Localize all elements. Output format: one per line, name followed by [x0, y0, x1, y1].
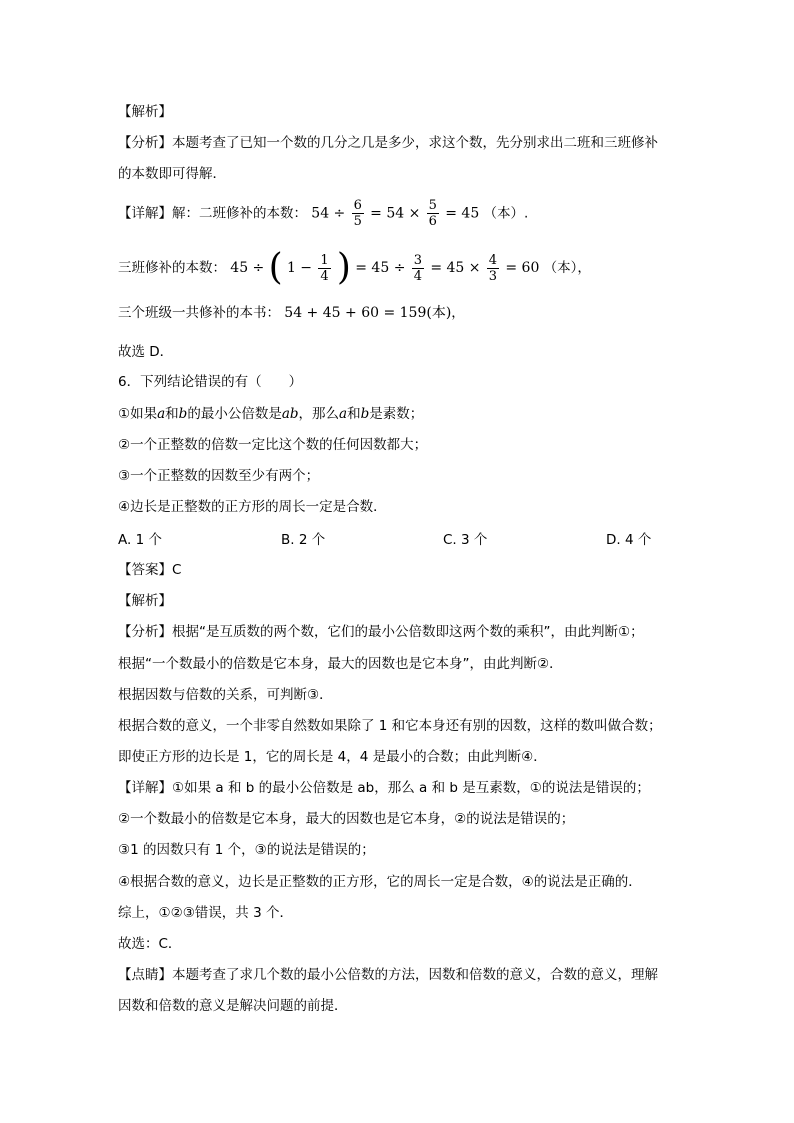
- dianjing-1: 【点睛】本题考查了求几个数的最小公倍数的方法，因数和倍数的意义，合数的意义，理解: [118, 967, 658, 983]
- answer-heading: 【答案】C: [118, 562, 182, 578]
- fenxi-2: 根据“一个数最小的倍数是它本身，最大的因数也是它本身”，由此判断②．: [118, 656, 563, 672]
- option-a: A. 1 个: [118, 532, 162, 548]
- fraction: $\frac{6}{5}$: [353, 198, 362, 229]
- statement-3: ③一个正整数的因数至少有两个；: [118, 468, 320, 484]
- final-answer-line: 故选：C．: [118, 936, 182, 952]
- fraction: $\frac{4}{3}$: [488, 252, 498, 284]
- option-d: D. 4 个: [606, 532, 652, 548]
- statement-1: ①如果a和b的最小公倍数是ab，那么a和b是素数；: [118, 406, 424, 422]
- equation-2: 三班修补的本数： 45 ÷ ( 1 − $\frac{1}{4}$ ) = 45 ÷ $\frac{3}{4}$ = 45 × $\frac{4}{3}$ = 60 （本），: [118, 247, 591, 288]
- option-b: B. 2 个: [281, 532, 326, 548]
- option-c: C. 3 个: [443, 532, 488, 548]
- question-6-title: 6．下列结论错误的有（ ）: [118, 374, 303, 390]
- fenxi-5: 即使正方形的边长是 1，它的周长是 4，4 是最小的合数；由此判断④．: [118, 749, 547, 765]
- fraction: $\frac{3}{4}$: [413, 252, 423, 284]
- equation-3: 三个班级一共修补的本书： 54 + 45 + 60 = 159(本)，: [118, 305, 465, 321]
- analysis-heading: 【解析】: [118, 593, 172, 609]
- fenxi-3: 根据因数与倍数的关系，可判断③．: [118, 687, 333, 703]
- fenxi-line-1: 【分析】本题考查了已知一个数的几分之几是多少，求这个数，先分别求出二班和三班修补: [118, 135, 658, 151]
- statement-2: ②一个正整数的倍数一定比这个数的任何因数都大；: [118, 437, 428, 453]
- fraction: $\frac{1}{4}$: [320, 252, 329, 284]
- xiangjie-3: ③1 的因数只有 1 个，③的说法是错误的；: [118, 842, 375, 858]
- summary-line: 综上，①②③错误，共 3 个．: [118, 905, 293, 921]
- xiangjie-equation-1: 【详解】解：二班修补的本数： 54 ÷ $\frac{6}{5}$ = 54 × $\frac{5}{6}$ = 45 （本）.: [118, 198, 529, 229]
- answer-line: 故选 D．: [118, 344, 174, 360]
- xiangjie-4: ④根据合数的意义，边长是正整数的正方形，它的周长一定是合数，④的说法是正确的．: [118, 874, 642, 890]
- fenxi-line-2: 的本数即可得解．: [118, 166, 226, 182]
- xiangjie-2: ②一个数最小的倍数是它本身，最大的因数也是它本身，②的说法是错误的；: [118, 811, 575, 827]
- fraction: $\frac{5}{6}$: [428, 198, 437, 229]
- statement-4: ④边长是正整数的正方形的周长一定是合数．: [118, 499, 387, 515]
- jiexi-heading: 【解析】: [118, 104, 172, 120]
- fenxi-1: 【分析】根据“是互质数的两个数，它们的最小公倍数即这两个数的乘积”，由此判断①；: [118, 624, 644, 640]
- fenxi-4: 根据合数的意义，一个非零自然数如果除了 1 和它本身还有别的因数，这样的数叫做合数；: [118, 718, 662, 734]
- dianjing-2: 因数和倍数的意义是解决问题的前提．: [118, 998, 348, 1014]
- xiangjie-1: 【详解】①如果 a 和 b 的最小公倍数是 ab，那么 a 和 b 是互素数，①的说法是错误的；: [118, 780, 650, 796]
